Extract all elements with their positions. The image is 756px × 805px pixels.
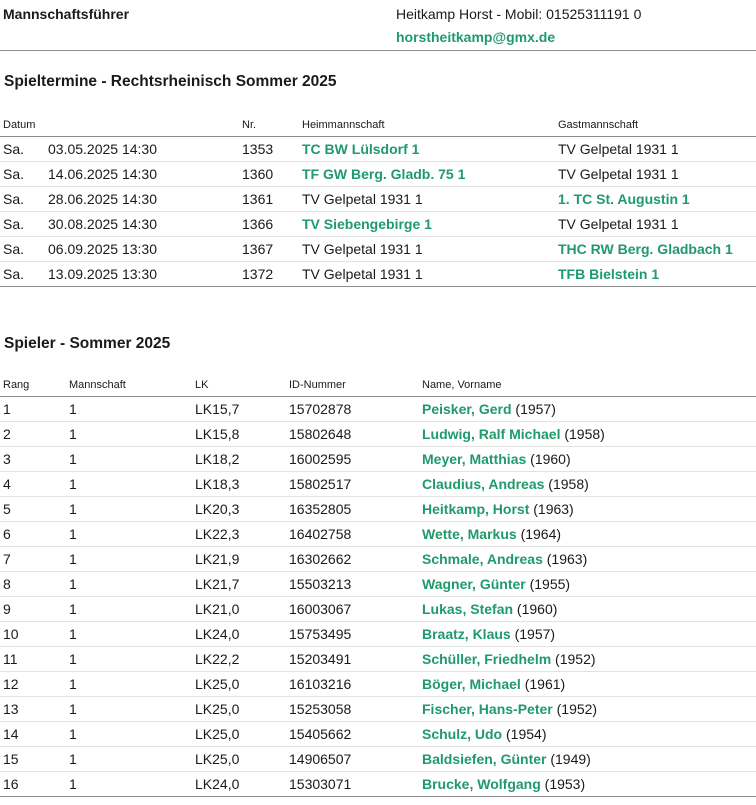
player-lk-cell [192,672,286,697]
match-number: 1366 [242,216,274,232]
player-rank: 2 [3,426,11,442]
match-day: Sa. [3,241,25,257]
schedule-header-row [0,114,756,137]
match-date-cell [45,162,239,187]
home-team-cell [299,137,555,162]
player-team-cell [66,522,192,547]
player-id: 15253058 [289,701,352,717]
home-team-cell [299,212,555,237]
player-row [0,472,756,497]
player-name-link[interactable]: Wagner, Günter [422,576,526,592]
player-lk: LK18,3 [195,476,240,492]
player-lk: LK21,0 [195,601,240,617]
player-team: 1 [69,726,77,742]
player-team-cell [66,647,192,672]
match-day: Sa. [3,166,25,182]
match-day: Sa. [3,141,25,157]
player-team-cell [66,722,192,747]
player-team-cell [66,622,192,647]
player-name-cell [419,622,756,647]
player-name-link[interactable]: Fischer, Hans-Peter [422,701,553,717]
player-lk: LK20,3 [195,501,240,517]
player-id-cell [286,697,419,722]
player-lk-cell [192,622,286,647]
player-row [0,522,756,547]
player-id-cell [286,522,419,547]
player-rank: 7 [3,551,11,567]
match-nr-cell [239,262,299,287]
col-header-lk: LK [192,374,286,397]
player-id: 15203491 [289,651,352,667]
schedule-row [0,212,756,237]
away-team-cell [555,262,756,287]
player-id: 16103216 [289,676,352,692]
player-birth-year: (1958) [564,426,605,442]
schedule-table [0,114,756,287]
player-birth-year: (1957) [514,626,556,642]
player-birth-year: (1952) [555,651,596,667]
player-birth-year: (1949) [550,751,591,767]
player-birth-year: (1952) [556,701,598,717]
away-team: TV Gelpetal 1931 1 [558,141,679,157]
away-team: TV Gelpetal 1931 1 [558,216,679,232]
home-team-link[interactable]: TC BW Lülsdorf 1 [302,141,420,157]
player-birth-year: (1953) [544,776,586,792]
schedule-row [0,262,756,287]
player-id: 15702878 [289,401,352,417]
match-date: 28.06.2025 14:30 [48,191,157,207]
player-lk-cell [192,447,286,472]
match-number: 1361 [242,191,274,207]
player-lk-cell [192,722,286,747]
schedule-title: Spieltermine - Rechtsrheinisch Sommer 2025 [4,73,337,90]
player-name-link[interactable]: Braatz, Klaus [422,626,511,642]
match-day-cell [0,187,45,212]
player-id-cell [286,722,419,747]
player-rank-cell [0,472,66,497]
player-name-cell [419,422,756,447]
player-rank-cell [0,722,66,747]
away-team-cell [555,137,756,162]
player-birth-year: (1957) [515,401,556,417]
player-id: 16002595 [289,451,352,467]
player-lk: LK21,7 [195,576,240,592]
player-row [0,497,756,522]
player-team-cell [66,697,192,722]
player-team: 1 [69,626,77,642]
match-date-cell [45,187,239,212]
player-id-cell [286,547,419,572]
player-team-cell [66,422,192,447]
player-id-cell [286,422,419,447]
player-rank-cell [0,547,66,572]
match-date-cell [45,262,239,287]
player-row [0,447,756,472]
player-row [0,672,756,697]
player-name-link[interactable]: Heitkamp, Horst [422,501,530,517]
player-id: 16352805 [289,501,352,517]
player-lk: LK18,2 [195,451,240,467]
away-team-cell [555,187,756,212]
match-day: Sa. [3,191,25,207]
match-number: 1372 [242,266,274,282]
player-team-cell [66,497,192,522]
player-rank: 8 [3,576,11,592]
player-row [0,647,756,672]
home-team-cell [299,187,555,212]
player-rank-cell [0,772,66,797]
match-date: 13.09.2025 13:30 [48,266,157,282]
match-number: 1360 [242,166,274,182]
player-rank-cell [0,622,66,647]
player-rank: 3 [3,451,11,467]
player-team-cell [66,397,192,422]
player-id-cell [286,747,419,772]
match-nr-cell [239,212,299,237]
match-nr-cell [239,162,299,187]
col-header-team: Mannschaft [66,374,192,397]
player-team: 1 [69,551,77,567]
player-name-cell [419,472,756,497]
match-date: 30.08.2025 14:30 [48,216,157,232]
player-team: 1 [69,476,77,492]
player-team-cell [66,472,192,497]
schedule-row [0,187,756,212]
match-date: 14.06.2025 14:30 [48,166,157,182]
home-team: TV Gelpetal 1931 1 [302,266,423,282]
player-name-link[interactable]: Meyer, Matthias [422,451,527,467]
player-team: 1 [69,776,77,792]
player-name-cell [419,397,756,422]
player-rank: 15 [3,751,19,767]
match-day-cell [0,237,45,262]
captain-label: Mannschaftsführer [3,6,130,22]
player-lk-cell [192,472,286,497]
player-name-cell [419,497,756,522]
player-rank-cell [0,422,66,447]
player-team-cell [66,672,192,697]
player-rank-cell [0,397,66,422]
player-team: 1 [69,701,77,717]
match-date-cell [45,137,239,162]
player-row [0,572,756,597]
player-rank: 9 [3,601,11,617]
player-team: 1 [69,451,77,467]
team-captain-section [0,0,756,51]
player-name-cell [419,722,756,747]
player-id: 15753495 [289,626,352,642]
player-team: 1 [69,526,77,542]
schedule-row [0,162,756,187]
match-day: Sa. [3,216,25,232]
player-id-cell [286,647,419,672]
player-name-link[interactable]: Böger, Michael [422,676,521,692]
home-team-link[interactable]: TV Siebengebirge 1 [302,216,432,232]
player-lk-cell [192,397,286,422]
player-lk-cell [192,497,286,522]
player-row [0,772,756,797]
player-lk-cell [192,697,286,722]
away-team: TV Gelpetal 1931 1 [558,166,679,182]
away-team-link[interactable]: 1. TC St. Augustin 1 [558,191,690,207]
away-team-link[interactable]: THC RW Berg. Gladbach 1 [558,241,733,257]
player-name-link[interactable]: Schulz, Udo [422,726,503,742]
schedule-row [0,137,756,162]
player-name-link[interactable]: Brucke, Wolfgang [422,776,541,792]
schedule-row [0,237,756,262]
home-team: TV Gelpetal 1931 1 [302,241,423,257]
away-team-link[interactable]: TFB Bielstein 1 [558,266,660,282]
player-name-link[interactable]: Ludwig, Ralf Michael [422,426,561,442]
player-lk-cell [192,422,286,447]
player-row [0,697,756,722]
col-header-rank: Rang [0,374,66,397]
player-id-cell [286,672,419,697]
player-team: 1 [69,651,77,667]
player-row [0,397,756,422]
player-rank: 6 [3,526,11,542]
match-day-cell [0,137,45,162]
match-number: 1367 [242,241,274,257]
player-lk: LK24,0 [195,776,240,792]
player-birth-year: (1963) [546,551,588,567]
player-name-cell [419,597,756,622]
player-rank-cell [0,747,66,772]
home-team-cell [299,237,555,262]
player-rank: 14 [3,726,19,742]
players-header-row [0,374,756,397]
player-rank-cell [0,522,66,547]
player-id-cell [286,622,419,647]
player-lk-cell [192,597,286,622]
player-id: 15303071 [289,776,352,792]
player-name-link[interactable]: Wette, Markus [422,526,517,542]
player-name-cell [419,447,756,472]
player-name-cell [419,522,756,547]
player-name-cell [419,772,756,797]
player-rank-cell [0,497,66,522]
player-team: 1 [69,676,77,692]
home-team-cell [299,162,555,187]
player-id: 15802517 [289,476,352,492]
player-team: 1 [69,401,77,417]
player-lk: LK25,0 [195,726,240,742]
player-rank-cell [0,672,66,697]
player-name-link[interactable]: Schmale, Andreas [422,551,543,567]
player-row [0,422,756,447]
player-rank-cell [0,597,66,622]
player-name-link[interactable]: Claudius, Andreas [422,476,545,492]
match-nr-cell [239,137,299,162]
player-birth-year: (1958) [548,476,589,492]
player-row [0,722,756,747]
match-date: 03.05.2025 14:30 [48,141,157,157]
player-lk-cell [192,647,286,672]
player-team-cell [66,547,192,572]
player-name-cell [419,697,756,722]
player-birth-year: (1961) [524,676,566,692]
player-team-cell [66,772,192,797]
player-id: 16402758 [289,526,352,542]
player-name-cell [419,672,756,697]
away-team-cell [555,212,756,237]
player-id: 14906507 [289,751,352,767]
player-team: 1 [69,751,77,767]
player-id-cell [286,397,419,422]
player-name-link[interactable]: Lukas, Stefan [422,601,514,617]
away-team-cell [555,162,756,187]
home-team-cell [299,262,555,287]
player-name-link[interactable]: Schüller, Friedhelm [422,651,552,667]
player-id-cell [286,447,419,472]
player-id-cell [286,472,419,497]
player-birth-year: (1964) [520,526,562,542]
player-id: 15802648 [289,426,352,442]
player-name-link[interactable]: Baldsiefen, Günter [422,751,547,767]
col-header-nr: Nr. [239,114,299,137]
col-header-away: Gastmannschaft [555,114,756,137]
player-rank: 13 [3,701,19,717]
player-rank: 5 [3,501,11,517]
player-id: 15405662 [289,726,352,742]
player-lk-cell [192,747,286,772]
player-id-cell [286,572,419,597]
player-lk-cell [192,522,286,547]
player-lk-cell [192,572,286,597]
match-day-cell [0,212,45,237]
player-birth-year: (1963) [533,501,574,517]
player-row [0,747,756,772]
players-table [0,374,756,797]
player-id: 16302662 [289,551,352,567]
player-birth-year: (1954) [506,726,547,742]
player-rank: 12 [3,676,19,692]
match-number: 1353 [242,141,274,157]
col-header-id: ID-Nummer [286,374,419,397]
player-lk: LK21,9 [195,551,240,567]
col-header-home: Heimmannschaft [299,114,555,137]
player-team-cell [66,572,192,597]
players-title: Spieler - Sommer 2025 [4,335,171,352]
player-row [0,597,756,622]
captain-email-link[interactable]: horstheitkamp@gmx.de [396,29,556,45]
player-lk: LK25,0 [195,676,240,692]
match-day-cell [0,162,45,187]
player-lk: LK15,7 [195,401,240,417]
player-rank-cell [0,697,66,722]
player-rank-cell [0,572,66,597]
player-rank: 1 [3,401,11,417]
player-rank-cell [0,447,66,472]
player-rank-cell [0,647,66,672]
col-header-date: Datum [0,114,239,137]
player-row [0,547,756,572]
player-rank: 16 [3,776,19,792]
col-header-name: Name, Vorname [419,374,756,397]
player-rank: 11 [3,651,18,667]
player-id: 16003067 [289,601,352,617]
match-nr-cell [239,187,299,212]
home-team: TV Gelpetal 1931 1 [302,191,423,207]
player-team: 1 [69,501,77,517]
player-rank: 4 [3,476,11,492]
player-team: 1 [69,576,77,592]
match-date-cell [45,212,239,237]
player-team: 1 [69,426,77,442]
player-team-cell [66,597,192,622]
player-lk-cell [192,772,286,797]
player-birth-year: (1955) [529,576,571,592]
player-birth-year: (1960) [516,601,558,617]
player-row [0,622,756,647]
match-nr-cell [239,237,299,262]
home-team-link[interactable]: TF GW Berg. Gladb. 75 1 [302,166,466,182]
captain-name-phone: Heitkamp Horst - Mobil: 01525311191 0 [396,6,642,22]
player-id-cell [286,597,419,622]
match-date: 06.09.2025 13:30 [48,241,157,257]
player-lk: LK15,8 [195,426,240,442]
player-birth-year: (1960) [530,451,571,467]
player-team-cell [66,747,192,772]
match-date-cell [45,237,239,262]
player-team: 1 [69,601,77,617]
player-team-cell [66,447,192,472]
player-name-cell [419,747,756,772]
player-lk: LK25,0 [195,751,240,767]
player-id: 15503213 [289,576,352,592]
player-lk: LK24,0 [195,626,240,642]
player-name-cell [419,647,756,672]
player-lk: LK25,0 [195,701,240,717]
away-team-cell [555,237,756,262]
player-rank: 10 [3,626,19,642]
match-day: Sa. [3,266,25,282]
player-id-cell [286,497,419,522]
player-name-cell [419,547,756,572]
player-name-cell [419,572,756,597]
player-lk-cell [192,547,286,572]
player-name-link[interactable]: Peisker, Gerd [422,401,512,417]
match-day-cell [0,262,45,287]
player-lk: LK22,3 [195,526,240,542]
player-lk: LK22,2 [195,651,240,667]
player-id-cell [286,772,419,797]
